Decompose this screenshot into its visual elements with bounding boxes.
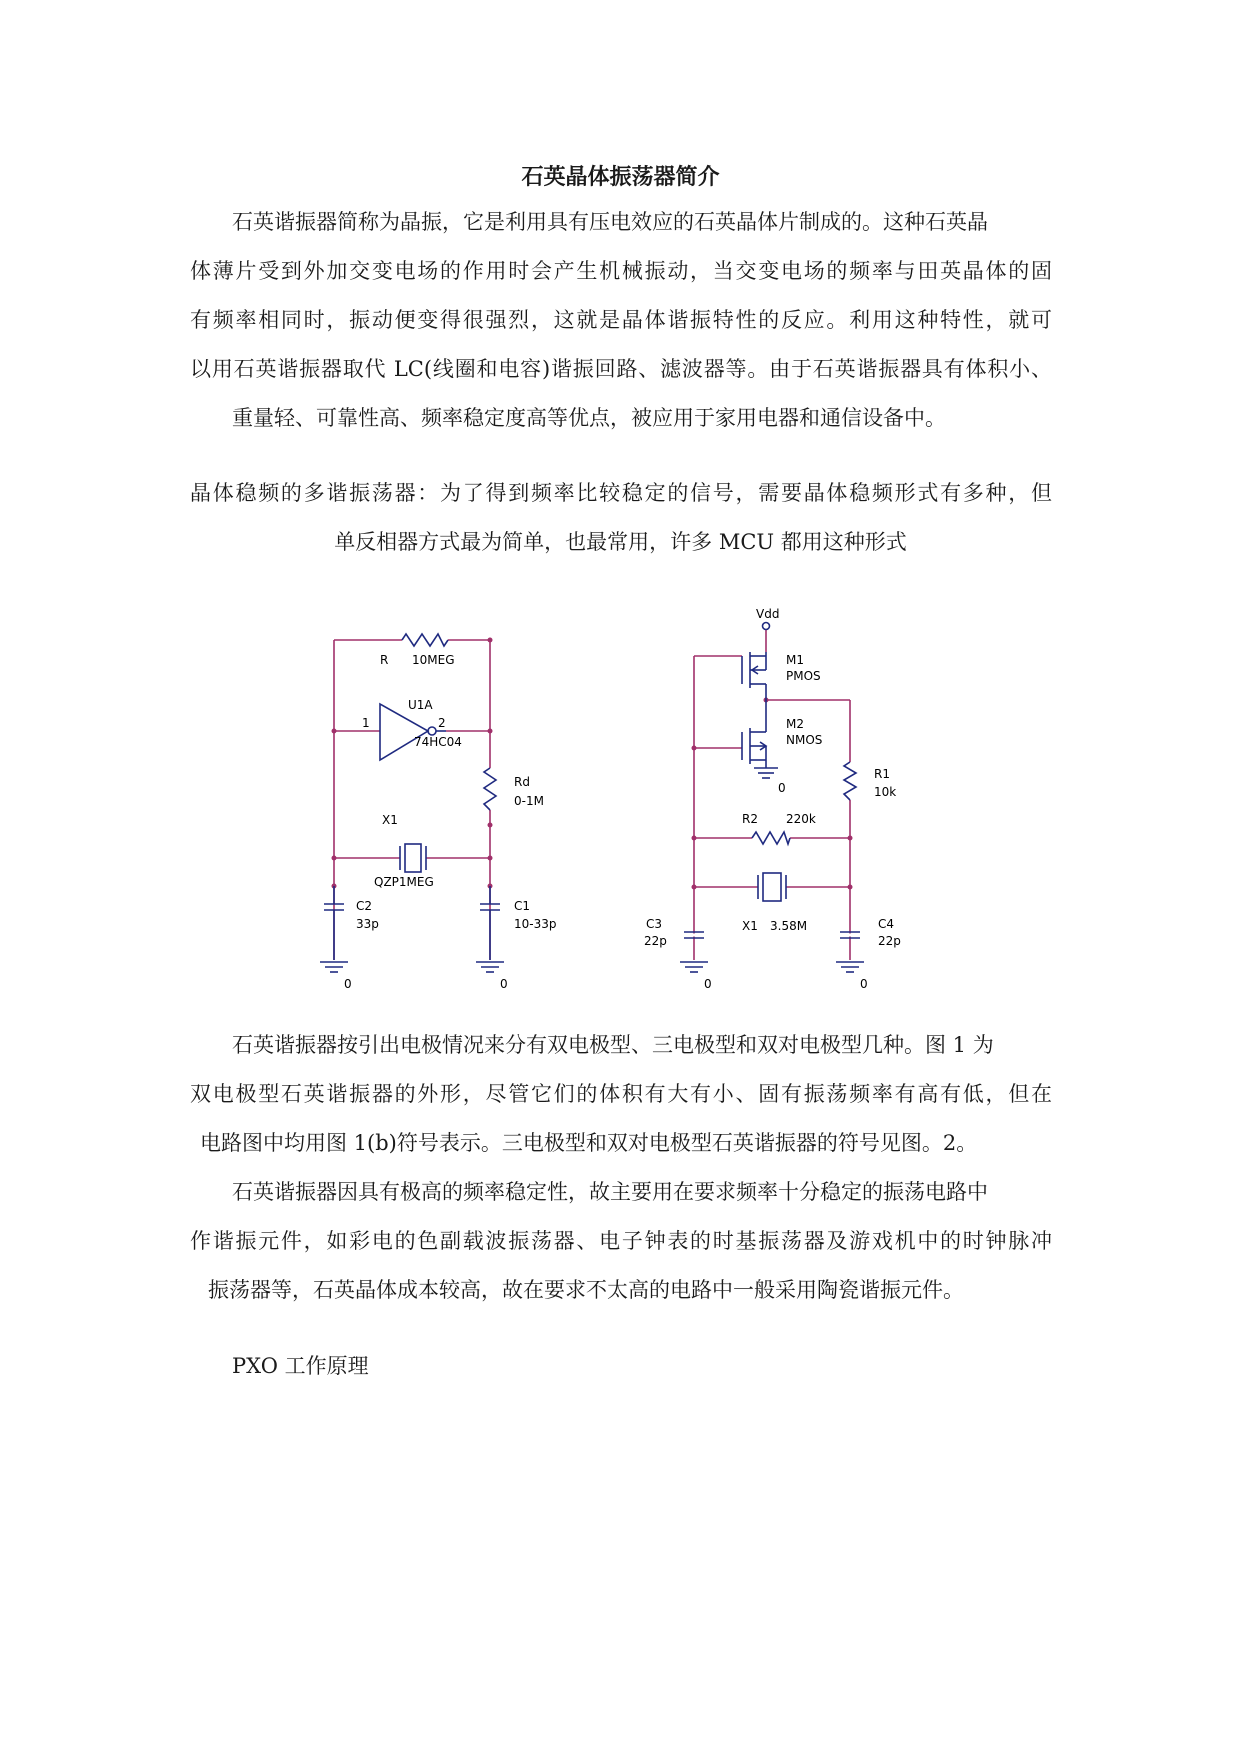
para1-line1: 石英谐振器简称为晶振，它是利用具有压电效应的石英晶体片制成的。这种石英晶 xyxy=(232,210,988,234)
label-c1-value: 10-33p xyxy=(514,917,557,931)
para2-line2: 单反相器方式最为简单，也最常用，许多 MCU 都用这种形式 xyxy=(334,530,907,554)
right-junctions xyxy=(692,698,853,890)
right-wires xyxy=(694,630,850,960)
crystal-x1-right xyxy=(758,873,786,901)
label-r2-value: 220k xyxy=(786,812,816,826)
label-c4-name: C4 xyxy=(878,917,895,931)
label-c4-value: 22p xyxy=(878,934,901,948)
label-pin2: 2 xyxy=(438,716,446,730)
para4-line2: 作谐振元件，如彩电的色副载波振荡器、电子钟表的时基振荡器及游戏机中的时钟脉冲 xyxy=(190,1229,1052,1253)
para1-line2: 体薄片受到外加交变电场的作用时会产生机械振动，当交变电场的频率与田英晶体的固 xyxy=(190,259,1052,283)
ground-right-1 xyxy=(680,962,708,972)
label-r1-name: R1 xyxy=(874,767,890,781)
cap-gaps xyxy=(694,934,850,937)
para2-line1: 晶体稳频的多谐振荡器：为了得到频率比较稳定的信号，需要晶体稳频形式有多种，但 xyxy=(190,481,1052,505)
capacitor-c2 xyxy=(324,886,344,960)
label-x1-name: X1 xyxy=(382,813,398,827)
label-m1-type: PMOS xyxy=(786,669,821,683)
para3-line1: 石英谐振器按引出电极情况来分有双电极型、三电极型和双对电极型几种。图 1 为 xyxy=(232,1033,994,1057)
resistor-rd xyxy=(484,768,496,810)
label-r2-name: R2 xyxy=(742,812,758,826)
label-rd-value: 0-1M xyxy=(514,794,544,808)
label-x1r-name: X1 xyxy=(742,919,758,933)
heading-pxo: PXO 工作原理 xyxy=(232,1354,369,1378)
label-74hc04: 74HC04 xyxy=(414,735,462,749)
label-u1a: U1A xyxy=(408,698,433,712)
label-c3-value: 22p xyxy=(644,934,667,948)
label-gnd-right-2: 0 xyxy=(860,977,868,991)
label-pin1: 1 xyxy=(362,716,370,730)
label-r-name: R xyxy=(380,653,389,667)
left-components xyxy=(320,634,504,972)
label-c2-name: C2 xyxy=(356,899,373,913)
resistor-r xyxy=(402,634,448,646)
para4-line3: 振荡器等，石英晶体成本较高，故在要求不太高的电路中一般采用陶瓷谐振元件。 xyxy=(208,1278,964,1302)
para1-line5: 重量轻、可靠性高、频率稳定度高等优点，被应用于家用电器和通信设备中。 xyxy=(232,406,946,430)
capacitor-c1 xyxy=(480,886,500,960)
label-c1-name: C1 xyxy=(514,899,531,913)
label-c3-name: C3 xyxy=(646,917,663,931)
para4-line1: 石英谐振器因具有极高的频率稳定性，故主要用在要求频率十分稳定的振荡电路中 xyxy=(232,1180,988,1204)
para1-line3: 有频率相同时，振动便变得很强烈，这就是晶体谐振特性的反应。利用这种特性，就可 xyxy=(190,308,1052,332)
label-gnd-m2: 0 xyxy=(778,781,786,795)
label-gnd-right-1: 0 xyxy=(704,977,712,991)
label-rd-name: Rd xyxy=(514,775,530,789)
label-vdd: Vdd xyxy=(756,607,780,621)
ground-right-2 xyxy=(836,962,864,972)
para3-line3: 电路图中均用图 1(b)符号表示。三电极型和双对电极型石英谐振器的符号见图。2。 xyxy=(200,1131,978,1155)
resistor-r2 xyxy=(752,832,790,844)
resistor-r1 xyxy=(844,762,856,800)
transistor-m1 xyxy=(742,652,766,712)
inverter-u1a xyxy=(380,704,428,760)
ground-m2 xyxy=(754,768,778,778)
para3-line2: 双电极型石英谐振器的外形，尽管它们的体积有大有小、固有振荡频率有高有低，但在 xyxy=(190,1082,1052,1106)
label-gnd-left-2: 0 xyxy=(500,977,508,991)
label-gnd-left-1: 0 xyxy=(344,977,352,991)
label-x1-part: QZP1MEG xyxy=(374,875,434,889)
crystal-x1 xyxy=(400,844,426,872)
label-m2-type: NMOS xyxy=(786,733,823,747)
ground-left-1 xyxy=(320,962,348,972)
document-title: 石英晶体振荡器简介 xyxy=(521,164,720,190)
label-c2-value: 33p xyxy=(356,917,379,931)
label-m1-name: M1 xyxy=(786,653,804,667)
ground-left-2 xyxy=(476,962,504,972)
label-r-value: 10MEG xyxy=(412,653,455,667)
transistor-m2 xyxy=(742,712,766,768)
left-junctions xyxy=(332,638,493,889)
para1-line4: 以用石英谐振器取代 LC(线圈和电容)谐振回路、滤波器等。由于石英谐振器具有体积小、 xyxy=(190,357,1052,381)
label-r1-value: 10k xyxy=(874,785,897,799)
label-m2-name: M2 xyxy=(786,717,804,731)
vdd-terminal xyxy=(763,623,770,630)
label-x1r-value: 3.58M xyxy=(770,919,808,933)
left-circuit xyxy=(320,634,504,972)
